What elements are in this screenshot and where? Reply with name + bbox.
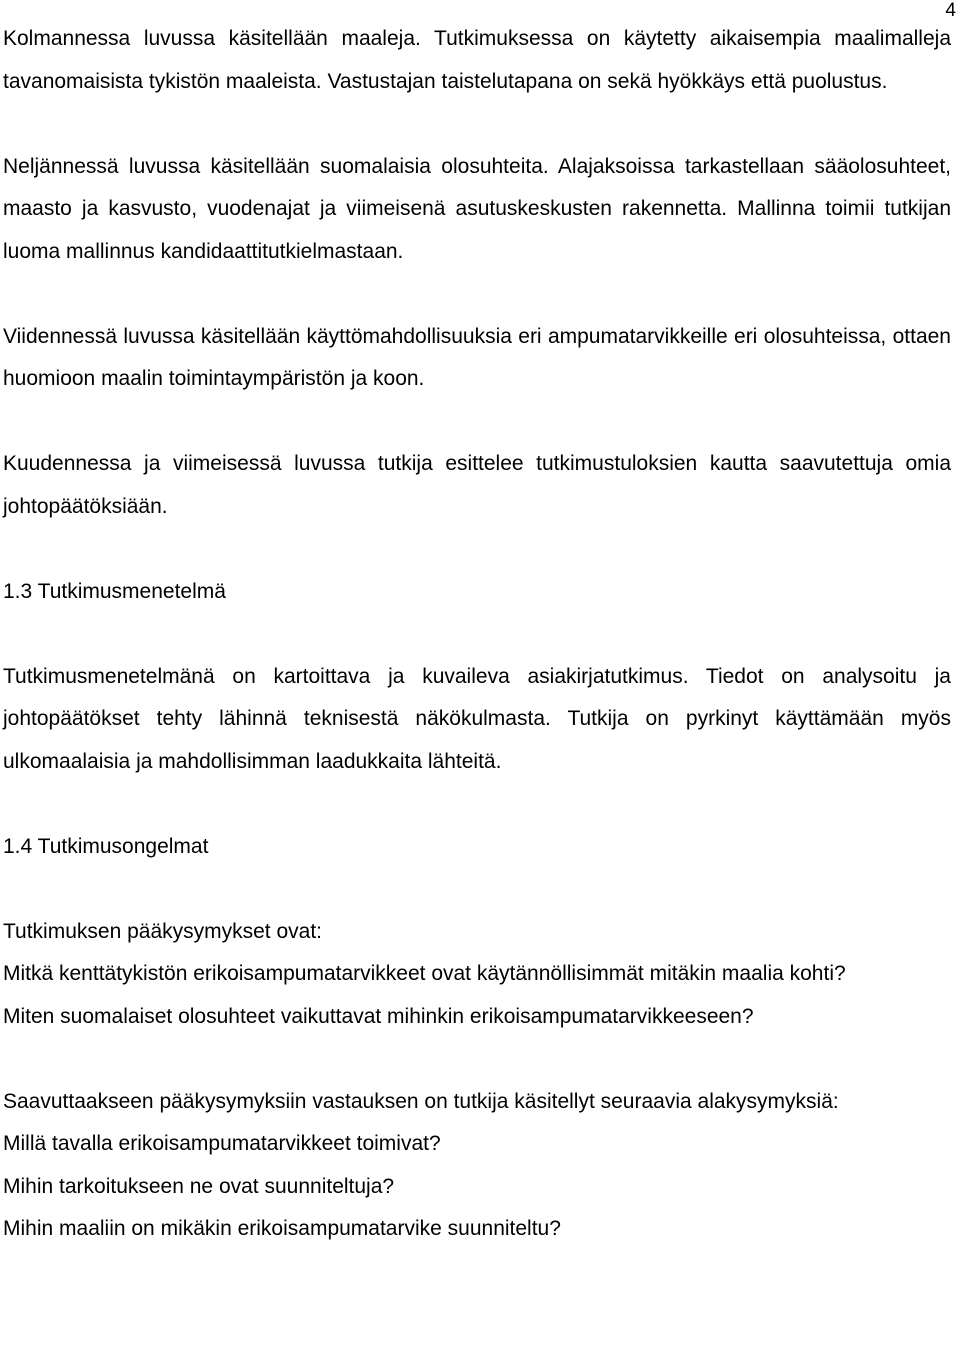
sub-questions-intro: Saavuttaakseen pääkysymyksiin vastauksen on tutkija käsitellyt seuraavia alakysymyksiä: [3, 1089, 839, 1113]
spacer [3, 1038, 951, 1081]
section-heading-1-4: 1.4 Tutkimusongelmat [3, 834, 209, 858]
paragraph-chapter-5: Viidennessä luvussa käsitellään käyttömahdollisuuksia eri ampumatarvikkeille eri olosuhteissa, ottaen huomioon maalin toimintaympäristön ja koon. [3, 324, 951, 390]
section-heading-1-3: 1.3 Tutkimusmenetelmä [3, 579, 226, 603]
spacer [3, 528, 951, 571]
spacer [3, 613, 951, 656]
document-body [3, 18, 951, 1251]
spacer [3, 868, 951, 911]
main-question-2: Miten suomalaiset olosuhteet vaikuttavat mihinkin erikoisampumatarvikkeeseen? [3, 1004, 754, 1028]
sub-question-1: Millä tavalla erikoisampumatarvikkeet toimivat? [3, 1132, 441, 1155]
spacer [3, 273, 951, 316]
paragraph-research-method: Tutkimusmenetelmänä on kartoittava ja kuvaileva asiakirjatutkimus. Tiedot on analysoitu ja johtopäätökset tehty lähinnä teknisestä näkökulmasta. Tutkija on pyrkinyt käyttämään myös ulkomaalaisia ja mahdollisimman laadukkaita lähteitä. [3, 664, 951, 773]
sub-question-3: Mihin maaliin on mikäkin erikoisampumatarvike suunniteltu? [3, 1217, 561, 1240]
paragraph-chapter-4: Neljännessä luvussa käsitellään suomalaisia olosuhteita. Alajaksoissa tarkastellaan sääolosuhteet, maasto ja kasvusto, vuodenajat ja viimeisenä asutuskeskusten rakennetta. Mallinna toimii tutkijan luoma mallinnus kandidaattitutkielmastaan. [3, 154, 951, 263]
spacer [3, 783, 951, 826]
paragraph-chapter-6: Kuudennessa ja viimeisessä luvussa tutkija esittelee tutkimustuloksien kautta saavutettuja omia johtopäätöksiään. [3, 452, 951, 518]
sub-question-2: Mihin tarkoitukseen ne ovat suunniteltuja? [3, 1174, 395, 1198]
spacer [3, 401, 951, 444]
main-questions-intro: Tutkimuksen pääkysymykset ovat: [3, 919, 322, 943]
spacer [3, 103, 951, 146]
main-question-1: Mitkä kenttätykistön erikoisampumatarvikkeet ovat käytännöllisimmät mitäkin maalia kohti? [3, 962, 846, 985]
paragraph-chapter-3: Kolmannessa luvussa käsitellään maaleja. Tutkimuksessa on käytetty aikaisempia maalimalleja tavanomaisista tykistön maaleista. Vastustajan taistelutapana on sekä hyökkäys että puolustus. [3, 27, 951, 93]
page-number: 4 [945, 0, 956, 21]
